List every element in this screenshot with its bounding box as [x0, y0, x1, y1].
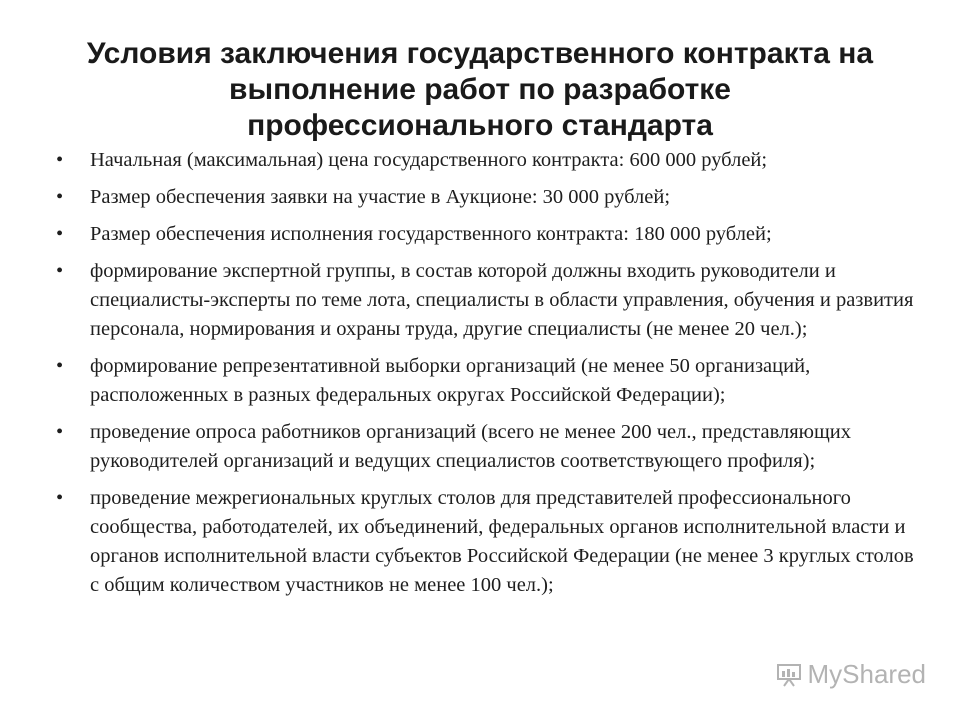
bullet-dot: •: [56, 260, 64, 282]
watermark-text: MyShared: [807, 659, 926, 689]
bullet-item: [56, 418, 916, 476]
bullet-text: проведение опроса работников организаций (всего не менее 200 чел., представляющих руководителей организаций и ведущих специалистов соответствующего профиля);: [90, 421, 852, 472]
bullet-item: [56, 257, 916, 344]
bullet-dot: •: [56, 223, 64, 245]
bullet-dot: •: [56, 186, 64, 208]
bullet-dot: •: [56, 355, 64, 377]
watermark: [776, 659, 927, 690]
presentation-board-icon: [776, 663, 802, 687]
bullet-text: Начальная (максимальная) цена государственного контракта: 600 000 рублей;: [90, 149, 768, 171]
bullet-text: формирование репрезентативной выборки организаций (не менее 50 организаций, расположенных в разных федеральных округах Российской Федерации);: [90, 355, 811, 406]
bullet-item: [56, 146, 916, 175]
bullet-text: проведение межрегиональных круглых столов для представителей профессионального сообщества, работодателей, их объединений, федеральных органов исполнительной власти и органов исполнительной власти субъектов Российской Федерации (не менее 3 круглых столов с общим количеством участников не менее 100 чел.);: [90, 487, 914, 596]
bullet-item: [56, 183, 916, 212]
bullet-list: [56, 146, 916, 608]
bullet-dot: •: [56, 149, 64, 171]
bullet-item: [56, 352, 916, 410]
bullet-dot: •: [56, 421, 64, 443]
title-line: выполнение работ по разработке: [229, 73, 731, 106]
slide-title: [40, 36, 920, 144]
bullet-text: Размер обеспечения исполнения государственного контракта: 180 000 рублей;: [90, 223, 772, 245]
bullet-item: [56, 484, 916, 600]
bullet-text: Размер обеспечения заявки на участие в Аукционе: 30 000 рублей;: [90, 186, 671, 208]
title-line: Условия заключения государственного контракта на: [86, 37, 874, 70]
title-line: профессионального стандарта: [247, 109, 713, 142]
bullet-text: формирование экспертной группы, в состав которой должны входить руководители и специалисты-эксперты по теме лота, специалисты в области управления, обучения и развития персонала, нормирования и охраны труда, другие специалисты (не менее 20 чел.);: [90, 260, 914, 340]
bullet-dot: •: [56, 487, 64, 509]
bullet-item: [56, 220, 916, 249]
